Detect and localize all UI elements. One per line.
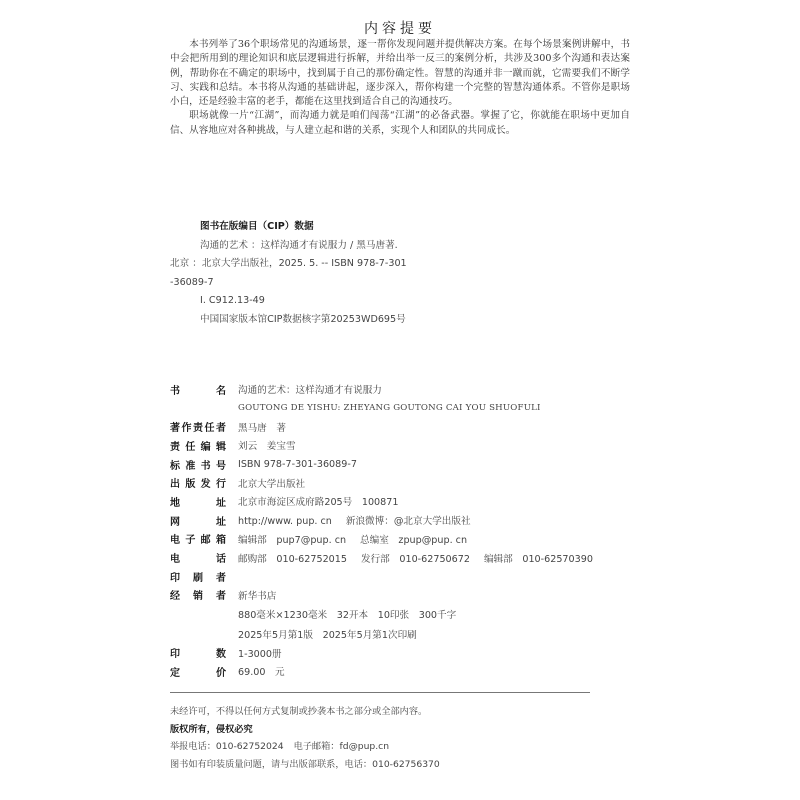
info-row-price [170, 662, 630, 681]
label-char: 邮 [200, 535, 211, 547]
info-row-distributor [170, 586, 630, 605]
label-char: 任 [185, 441, 196, 453]
rights-reserved: 版权所有，侵权必究 [170, 723, 253, 735]
format-value: 880毫米×1230毫米 32开本 10印张 300千字 [238, 610, 457, 621]
quality-contact: 图书如有印装质量问题，请与出版部联系，电话：010-62756370 [170, 758, 440, 770]
copyright-notice: 未经许可，不得以任何方式复制或抄袭本书之部分或全部内容。 [170, 706, 428, 717]
distributor-value: 新华书店 [238, 590, 277, 602]
info-row-address [170, 492, 630, 511]
label-char: 子 [185, 535, 196, 547]
label-char: 箱 [215, 535, 226, 547]
cip-classification: Ⅰ. C912.13-49 [200, 295, 265, 306]
label-char: 标 [170, 460, 180, 472]
info-row-printer [170, 567, 630, 586]
cip-isbn-continuation: -36089-7 [170, 276, 214, 288]
website-link[interactable]: http://www. pup. cn [238, 516, 332, 528]
label-char: 定 [170, 667, 180, 679]
summary-paragraph: 职场就像一片“江湖”，而沟通力就是咱们闯荡“江湖”的必备武器。掌握了它，你就能在职场中更加自信、从容地应对各种挑战，与人建立起和谐的关系，实现个人和团队的共同成长。 [170, 110, 630, 136]
label-char: 价 [216, 667, 226, 679]
publisher-value: 北京大学出版社 [238, 478, 306, 490]
cip-heading: 图书在版编目（CIP）数据 [200, 221, 314, 232]
label-char: 址 [216, 497, 226, 509]
label-char: 发 [200, 479, 211, 491]
label-char: 作 [181, 423, 192, 435]
label-char: 责 [170, 441, 180, 453]
info-label [170, 645, 226, 660]
info-label [170, 382, 226, 397]
label-char: 网 [170, 516, 180, 528]
editor-value: 刘云 姜宝雪 [238, 441, 296, 453]
phone-editing: 编辑部 010-62570390 [483, 553, 593, 565]
label-char: 版 [185, 479, 196, 491]
info-label [170, 419, 226, 434]
email-chief-office[interactable]: 总编室 zpup@pup. cn [360, 534, 468, 546]
label-char: 地 [170, 497, 180, 509]
label-char: 行 [215, 479, 226, 491]
label-char: 著 [170, 423, 180, 435]
info-label [170, 475, 226, 490]
info-label [170, 550, 226, 565]
info-row-isbn [170, 455, 630, 474]
book-title-value: 沟通的艺术：这样沟通才有说服力 [238, 385, 382, 397]
label-char: 电 [170, 535, 180, 547]
cip-section [170, 218, 630, 329]
weibo-account: 新浪微博：@北京大学出版社 [345, 516, 471, 528]
report-phone: 举报电话：010-62752024 [170, 741, 284, 752]
info-label [170, 569, 226, 584]
phone-value [238, 551, 593, 565]
info-row-editor [170, 436, 630, 455]
copyright-footer [170, 703, 630, 773]
author-value: 黑马唐 著 [238, 422, 286, 434]
label-char: 辑 [215, 441, 226, 453]
label-char: 者 [216, 591, 226, 603]
divider [170, 692, 590, 693]
info-row-title [170, 380, 630, 399]
label-char: 印 [170, 572, 180, 584]
label-char: 出 [170, 479, 180, 491]
label-char: 者 [216, 423, 226, 435]
book-info-table [170, 380, 630, 681]
label-char: 址 [216, 516, 226, 528]
summary-title: 内容提要 [364, 21, 436, 37]
info-label [170, 513, 226, 528]
website-value [238, 513, 471, 527]
email-value [238, 532, 467, 546]
edition-value: 2025年5月第1版 2025年5月第1次印刷 [238, 629, 417, 641]
info-label [170, 587, 226, 602]
info-label [170, 457, 226, 472]
label-char: 者 [216, 572, 226, 584]
address-value: 北京市海淀区成府路205号 100871 [238, 497, 399, 509]
price-value: 69.00 元 [238, 667, 285, 679]
info-row-email [170, 530, 630, 549]
info-label [170, 494, 226, 509]
report-contact [170, 738, 630, 756]
label-char: 编 [200, 441, 211, 453]
label-char: 名 [216, 385, 226, 397]
info-label [170, 438, 226, 453]
label-char: 刷 [193, 572, 203, 584]
label-char: 销 [193, 591, 203, 603]
info-row-website [170, 511, 630, 530]
info-row-pinyin [170, 399, 630, 418]
summary-section [170, 38, 630, 138]
info-row-format [170, 604, 630, 624]
book-title-pinyin: GOUTONG DE YISHU: ZHEYANG GOUTONG CAI YOU SHUOFULI [238, 403, 541, 414]
isbn-value: ISBN 978-7-301-36089-7 [238, 458, 357, 470]
label-char: 数 [216, 649, 226, 661]
label-char: 印 [170, 649, 180, 661]
print-run-value: 1-3000册 [238, 648, 282, 660]
label-char: 责 [193, 423, 203, 435]
cip-title-line: 沟通的艺术 ：这样沟通才有说服力 / 黑马唐著. [200, 239, 398, 251]
email-editing[interactable]: 编辑部 pup7@pup. cn [238, 534, 347, 546]
label-char: 准 [185, 460, 196, 472]
label-char: 号 [215, 460, 226, 472]
info-row-author [170, 417, 630, 436]
info-row-publisher [170, 473, 630, 492]
label-char: 经 [170, 591, 180, 603]
info-row-print-run [170, 643, 630, 662]
label-char: 话 [216, 554, 226, 566]
summary-paragraph: 本书列举了36个职场常见的沟通场景，逐一帮你发现问题并提供解决方案。在每个场景案例讲解中，书中会把所用到的理论知识和底层逻辑进行拆解，并给出举一反三的案例分析，共涉及300多个沟通和表达案例，帮助你在不确定的职场中，找到属于自己的那份确定性。智慧的沟通并非一蹴而就，它需要我们不断学习、实践和总结。本书将从沟通的基础讲起，逐步深入，帮你构建一个完整的智慧沟通体系。不管你是职场小白，还是经验丰富的老手，都能在这里找到适合自己的沟通技巧。 [170, 39, 630, 108]
cip-publish-line: 北京 ：北京大学出版社，2025. 5. -- ISBN 978-7-301 [170, 258, 407, 269]
phone-mail-order: 邮购部 010-62752015 [238, 553, 347, 565]
info-row-phone [170, 548, 630, 567]
label-char: 书 [170, 385, 180, 397]
label-char: 书 [200, 460, 211, 472]
label-char: 任 [204, 423, 215, 435]
cip-record-number: 中国国家版本馆CIP数据核字第20253WD695号 [200, 313, 406, 325]
phone-sales: 发行部 010-62750672 [360, 553, 470, 565]
report-email[interactable]: 电子邮箱：fd@pup.cn [293, 741, 390, 752]
info-row-edition [170, 624, 630, 644]
info-label [170, 664, 226, 679]
label-char: 电 [170, 554, 180, 566]
info-label [170, 531, 226, 546]
